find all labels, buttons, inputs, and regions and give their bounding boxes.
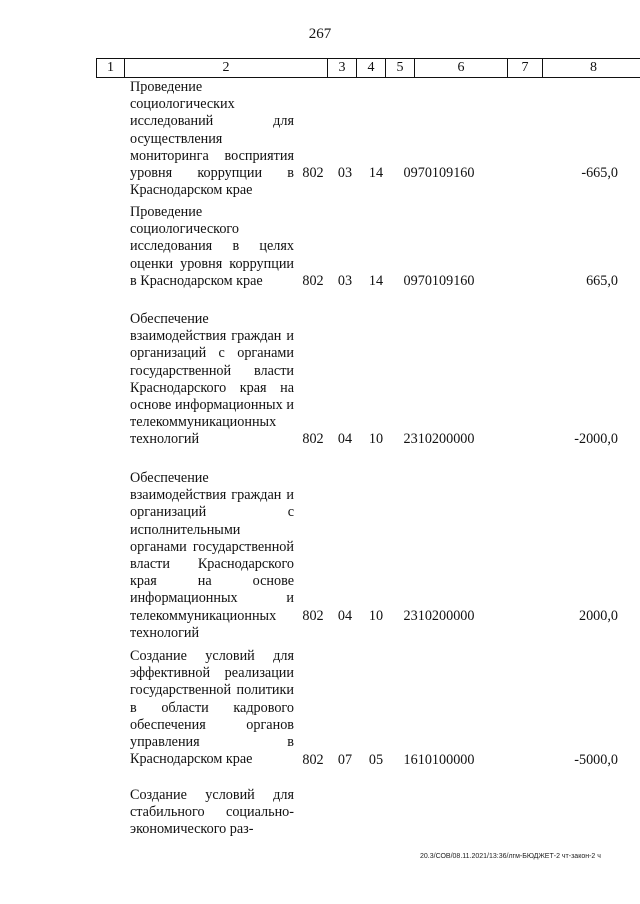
table-header — [96, 58, 640, 78]
row-col-5: 14 — [368, 165, 384, 181]
row-col-6: 1610100000 — [403, 752, 475, 768]
header-col-3: 3 — [328, 59, 357, 77]
header-col-8: 8 — [590, 60, 597, 75]
row-col-8: -665,0 — [581, 165, 618, 181]
row-col-5: 10 — [368, 431, 384, 447]
row-col-6: 0970109160 — [403, 165, 475, 181]
header-col-6: 6 — [415, 59, 508, 77]
row-col-3: 802 — [302, 273, 324, 289]
row-col-4: 07 — [337, 752, 353, 768]
row-col-4: 04 — [337, 431, 353, 447]
header-col-5: 5 — [386, 59, 415, 77]
row-col-3: 802 — [302, 752, 324, 768]
header-col-1: 1 — [97, 59, 125, 77]
header-col-2: 2 — [125, 59, 328, 77]
row-description: Обеспечение взаимодействия граждан и организаций с органами государственной власти Краснодарского края на основе информационных и телекоммуникационных технологий — [130, 311, 294, 448]
header-col-4: 4 — [357, 59, 386, 77]
page-number: 267 — [308, 26, 332, 42]
row-col-8: 2000,0 — [578, 608, 618, 624]
row-col-8: -5000,0 — [574, 752, 618, 768]
row-col-8: 665,0 — [586, 273, 618, 289]
row-col-3: 802 — [302, 431, 324, 447]
row-col-6: 2310200000 — [403, 431, 475, 447]
row-col-4: 03 — [337, 273, 353, 289]
row-description: Обеспечение взаимодействия граждан и организаций с исполнительными органами государственной власти Краснодарского края на основе информационных и телекоммуникационных технологий — [130, 470, 294, 641]
row-description: Создание условий для стабильного социально-экономического раз- — [130, 787, 294, 838]
row-col-6: 0970109160 — [403, 273, 475, 289]
row-col-6: 2310200000 — [403, 608, 475, 624]
row-col-8: -2000,0 — [574, 431, 618, 447]
header-col-7: 7 — [508, 59, 543, 77]
row-description: Проведение социологического исследования в целях оценки уровня коррупции в Краснодарском крае — [130, 204, 294, 289]
row-col-3: 802 — [302, 165, 324, 181]
row-col-5: 14 — [368, 273, 384, 289]
row-description: Проведение социологических исследований для осуществления мониторинга восприятия уровня коррупции в Краснодарском крае — [130, 79, 294, 199]
row-col-4: 04 — [337, 608, 353, 624]
row-col-3: 802 — [302, 608, 324, 624]
row-col-5: 10 — [368, 608, 384, 624]
row-col-4: 03 — [337, 165, 353, 181]
row-col-5: 05 — [368, 752, 384, 768]
row-description: Создание условий для эффективной реализации государственной политики в области кадрового обеспечения органов управления в Краснодарском крае — [130, 648, 294, 768]
footer-stamp: 20.3/СОВ/08.11.2021/13:36/лгм-БЮДЖЕТ-2 чт-закон-2 ч — [420, 853, 601, 860]
